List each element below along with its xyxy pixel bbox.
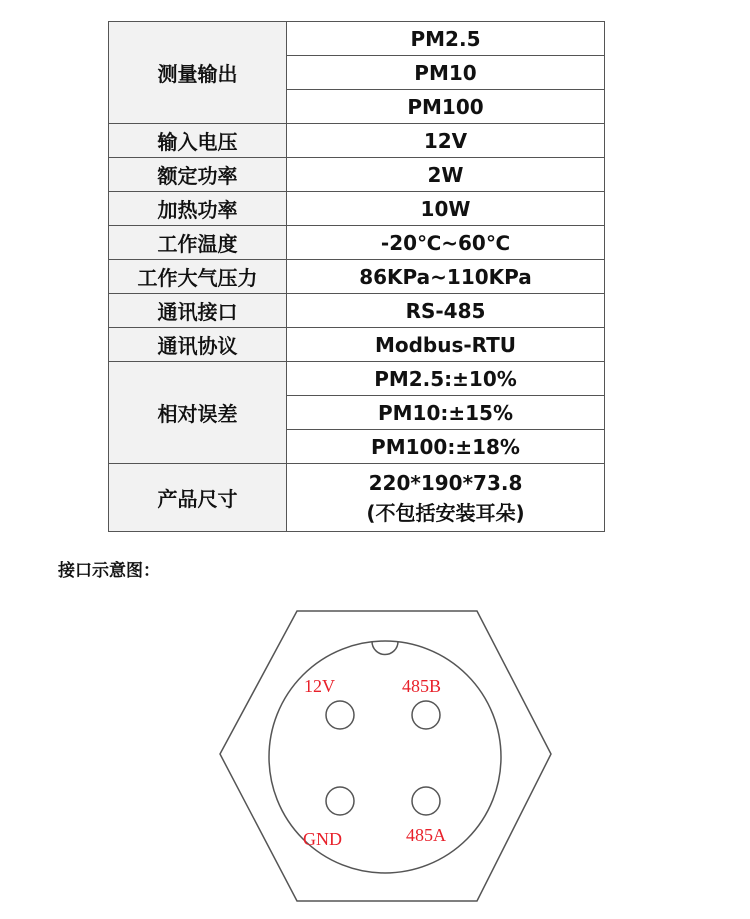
table-row <box>109 158 605 192</box>
table-row <box>109 260 605 294</box>
value-cell: 10W <box>287 192 605 226</box>
pin-12v <box>326 701 354 729</box>
value-cell: 2W <box>287 158 605 192</box>
spec-table <box>108 21 605 532</box>
row-label-size: 产品尺寸 <box>109 464 287 532</box>
key-notch <box>372 642 398 655</box>
row-label-error: 相对误差 <box>109 362 287 464</box>
value-cell: 86KPa~110KPa <box>287 260 605 294</box>
table-row <box>109 124 605 158</box>
table-row <box>109 192 605 226</box>
size-dimensions: 220*190*73.8 <box>368 470 523 495</box>
pin-label-12v: 12V <box>304 676 335 696</box>
row-label-rated-power: 额定功率 <box>109 158 287 192</box>
row-label-temperature: 工作温度 <box>109 226 287 260</box>
value-cell: -20℃~60℃ <box>287 226 605 260</box>
pin-label-485b: 485B <box>402 676 442 696</box>
pin-485b <box>412 701 440 729</box>
value-cell: PM2.5 <box>287 22 605 56</box>
value-cell: PM100 <box>287 90 605 124</box>
connector-diagram <box>205 605 565 910</box>
pin-label-485a: 485A <box>406 825 446 845</box>
pin-gnd <box>326 787 354 815</box>
pin-485a <box>412 787 440 815</box>
row-label-heating-power: 加热功率 <box>109 192 287 226</box>
pin-label-gnd: GND <box>303 829 342 849</box>
table-row <box>109 328 605 362</box>
value-cell: Modbus-RTU <box>287 328 605 362</box>
table-row <box>109 294 605 328</box>
interface-heading: 接口示意图： <box>58 561 160 581</box>
value-cell-size <box>287 464 605 532</box>
value-cell: PM100:±18% <box>287 430 605 464</box>
value-cell: RS-485 <box>287 294 605 328</box>
row-label-interface: 通讯接口 <box>109 294 287 328</box>
row-label-pressure: 工作大气压力 <box>109 260 287 294</box>
row-label-protocol: 通讯协议 <box>109 328 287 362</box>
table-row <box>109 464 605 532</box>
value-cell: PM10 <box>287 56 605 90</box>
row-label-output: 测量输出 <box>109 22 287 124</box>
value-cell: PM2.5:±10% <box>287 362 605 396</box>
row-label-voltage: 输入电压 <box>109 124 287 158</box>
value-cell: PM10:±15% <box>287 396 605 430</box>
size-note: (不包括安装耳朵) <box>366 500 525 525</box>
table-row <box>109 22 605 56</box>
table-row <box>109 226 605 260</box>
value-cell: 12V <box>287 124 605 158</box>
table-row <box>109 362 605 396</box>
